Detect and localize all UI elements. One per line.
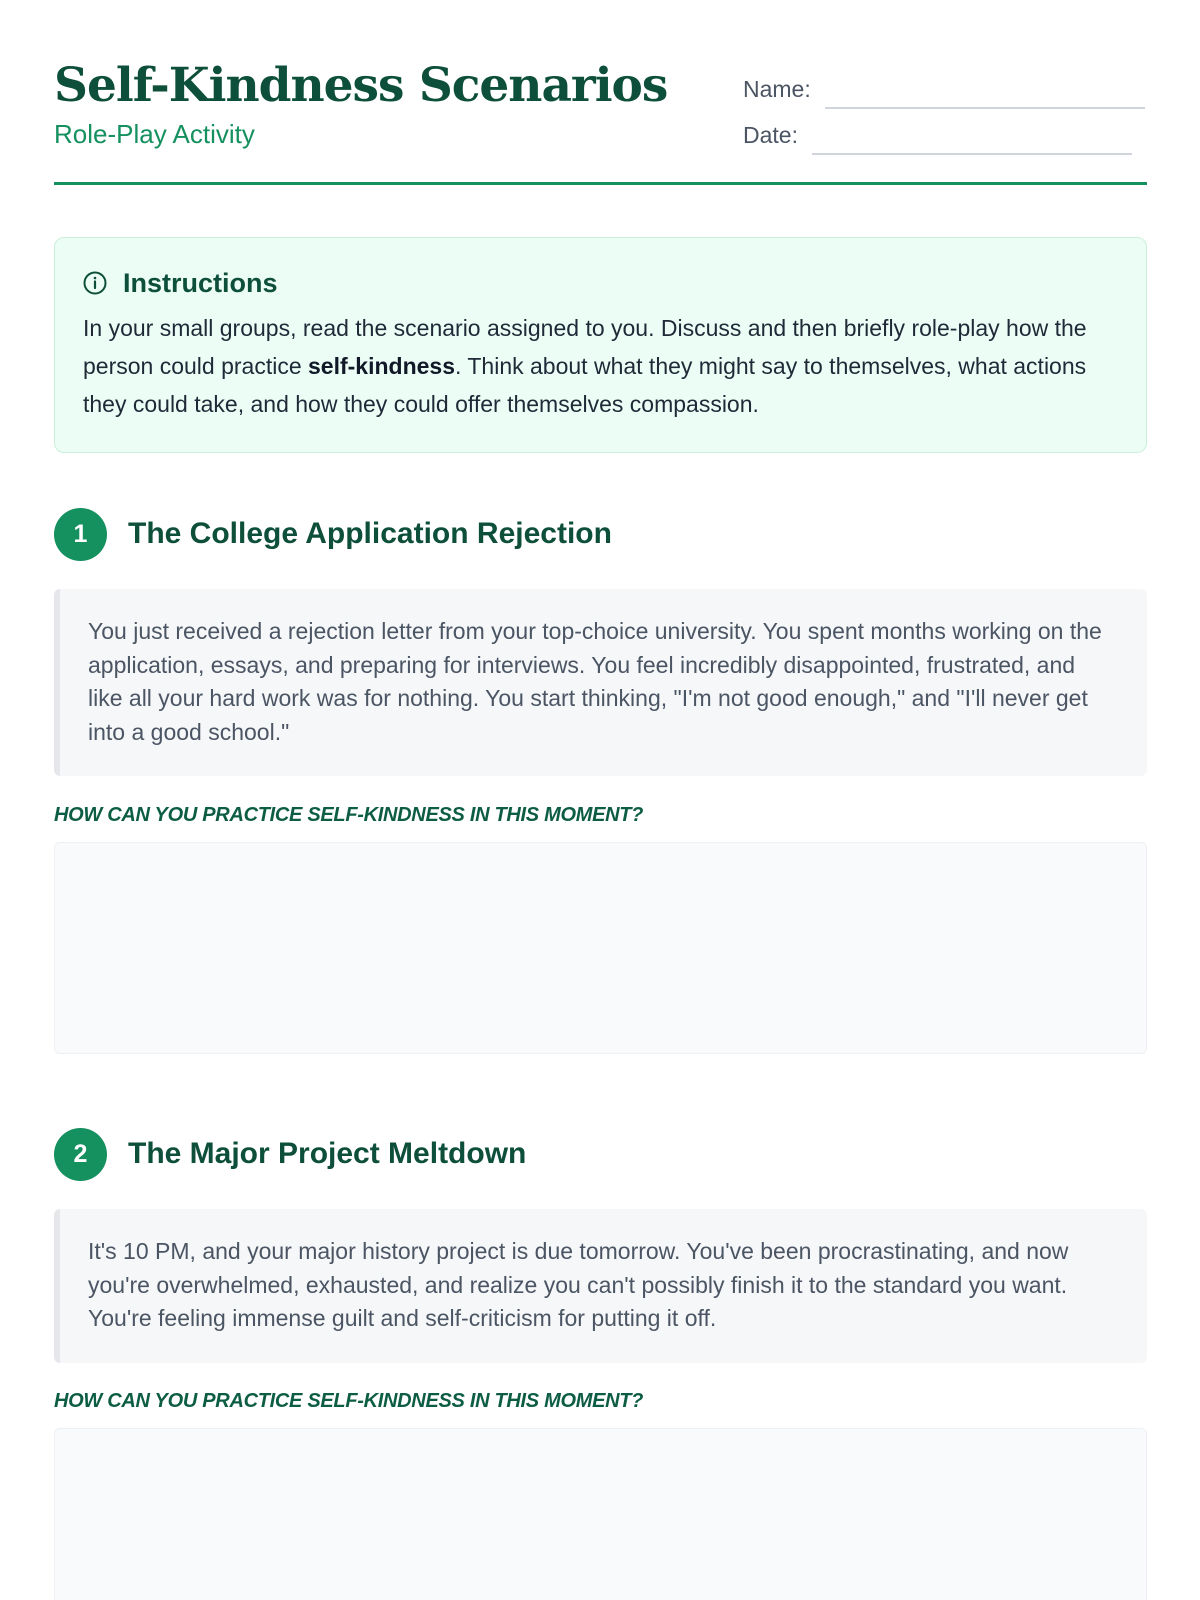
instructions-header [83, 266, 1118, 300]
response-area[interactable] [54, 842, 1147, 1054]
scenario-title: The Major Project Meltdown [128, 1137, 527, 1170]
page-title: Self-Kindness Scenarios [54, 58, 668, 113]
scenario-text: It's 10 PM, and your major history project is due tomorrow. You've been procrastinating, and now you're overwhelmed, exhausted, and realize you can't possibly finish it to the standard you want. You're feeling immense guilt and self-criticism for putting it off. [54, 1209, 1147, 1363]
response-prompt: HOW CAN YOU PRACTICE SELF-KINDNESS IN THIS MOMENT? [54, 1390, 644, 1412]
scenario-2-header [54, 1128, 1147, 1180]
scenario-title: The College Application Rejection [128, 517, 612, 550]
worksheet-header [54, 50, 1147, 185]
instructions-box [54, 237, 1147, 453]
scenario-2 [54, 1128, 1147, 1600]
instructions-text: In your small groups, read the scenario assigned to you. Discuss and then briefly role-play how the person could practice self-kindness. Think about what they might say to themselves, what actions they could take, and how they could offer themselves compassion. [83, 315, 1087, 417]
scenario-number-badge: 1 [54, 508, 107, 561]
scenario-1 [54, 508, 1147, 1054]
instructions-emphasis: self-kindness [308, 353, 456, 379]
date-line[interactable] [812, 153, 1132, 155]
scenario-text: You just received a rejection letter from your top-choice university. You spent months working on the application, essays, and preparing for interviews. You feel incredibly disappointed, frustrated, and like all your hard work was for nothing. You start thinking, "I'm not good enough," and "I'll never get into a good school." [54, 589, 1147, 776]
name-label: Name: [743, 76, 811, 102]
page-subtitle: Role-Play Activity [54, 119, 255, 149]
response-area[interactable] [54, 1428, 1147, 1600]
info-icon [83, 271, 107, 295]
instructions-title: Instructions [123, 267, 278, 298]
name-line[interactable] [825, 107, 1145, 109]
scenario-number-badge: 2 [54, 1128, 107, 1181]
response-prompt: HOW CAN YOU PRACTICE SELF-KINDNESS IN THIS MOMENT? [54, 804, 644, 826]
name-field[interactable] [743, 76, 1145, 103]
scenario-1-header [54, 508, 1147, 560]
date-field[interactable] [743, 122, 1132, 149]
date-label: Date: [743, 122, 798, 148]
